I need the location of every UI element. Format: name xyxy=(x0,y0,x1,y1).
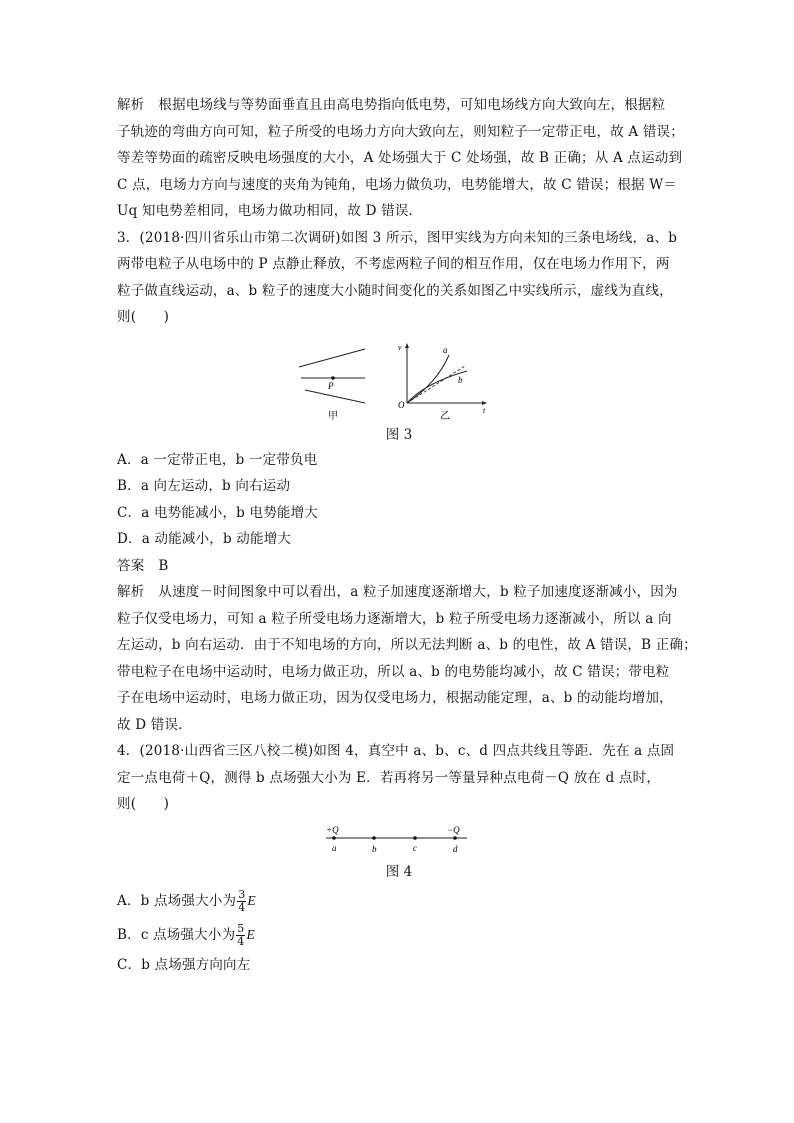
q3-answer xyxy=(117,553,681,580)
answer-label: 答案 xyxy=(117,557,145,574)
q3-analysis-line: 带电粒子在电场中运动时，电场力做正功，所以 a、b 的电势能均减小，故 C 错误；带电粒 xyxy=(117,663,670,680)
q3-option-b: B．a 向左运动，b 向右运动 xyxy=(117,478,291,494)
q3-option-a: A．a 一定带正电，b 一定带负电 xyxy=(117,451,318,468)
q3-stem-line: 两带电粒子从电场中的 P 点静止释放，不考虑两粒子间的相互作用，仅在电场力作用下，两 xyxy=(117,256,670,272)
t-axis-arrow-icon xyxy=(482,401,487,405)
q3-analysis-line: 子在电场中运动时，电场力做正功，因为仅受电场力，根据动能定理，a、b 的动能均增加， xyxy=(117,690,673,706)
q4-option-b: B．c 点场强大小为 $\frac{5}{4}$ E xyxy=(117,921,255,948)
field-line-upper xyxy=(299,349,365,367)
v-axis-arrow-icon xyxy=(405,343,409,348)
figure-4 xyxy=(117,822,681,858)
point-a-label: a xyxy=(332,842,337,853)
q3-stem-line: 粒子做直线运动，a、b 粒子的速度大小随时间变化的关系如图乙中实线所示，虚线为直线， xyxy=(117,282,673,299)
q3-analysis-line: 左运动，b 向右运动．由于不知电场的方向，所以无法判断 a、b 的电性，故 A 错误，B 正确； xyxy=(117,637,697,653)
q3-analysis-line: 粒子仅受电场力，可知 a 粒子所受电场力逐渐增大，b 粒子所受电场力逐渐减小，所以 a 向 xyxy=(117,610,672,627)
q3-analysis xyxy=(117,579,697,738)
q2-analysis-line: 子轨迹的弯曲方向可知，粒子所受的电场力方向大致向左，则知粒子一定带正电，故 A 错误； xyxy=(117,123,684,140)
answer-value: B xyxy=(158,557,169,574)
q3-stem-line: 3．(2018·四川省乐山市第二次调研)如图 3 所示，图甲实线为方向未知的三条电场线，a、b xyxy=(117,229,678,246)
q4-option-c: C．b 点场强方向向左 xyxy=(117,956,251,973)
q4-option-a: A．b 点场强大小为 $\frac{3}{4}$ E xyxy=(117,887,256,914)
figure-4-diagram xyxy=(322,822,472,858)
point-c-label: c xyxy=(413,842,417,853)
q3-analysis-line: 故 D 错误． xyxy=(117,716,192,733)
charge-plus-label: +Q xyxy=(326,824,339,835)
q2-analysis xyxy=(117,92,684,225)
point-d-dot xyxy=(453,836,457,840)
analysis-label: 解析 xyxy=(117,584,145,600)
point-P-label: P xyxy=(328,380,334,391)
q3-option-d: D．a 动能减小，b 动能增大 xyxy=(117,531,292,547)
analysis-label: 解析 xyxy=(117,97,145,113)
figure-4-caption: 图 4 xyxy=(385,863,413,880)
charge-minus-label: −Q xyxy=(447,824,460,835)
point-d-label: d xyxy=(453,843,458,854)
document-page xyxy=(117,92,697,978)
q2-analysis-line: Uq 知电势差相同，电场力做功相同，故 D 错误． xyxy=(117,203,423,219)
field-line-lower xyxy=(305,390,365,403)
curve-b-label: b xyxy=(458,374,463,385)
q3-option-c: C．a 电势能减小，b 电势能增大 xyxy=(117,504,319,521)
point-b-dot xyxy=(372,836,376,840)
point-c-dot xyxy=(413,836,417,840)
q2-analysis-line: 等差等势面的疏密反映电场强度的大小，A 处场强大于 C 处场强，故 B 正确；从 A 点运动到 xyxy=(117,150,683,166)
figure-3-diagram xyxy=(297,341,497,421)
q2-analysis-line: C 点，电场力方向与速度的夹角为钝角，电场力做负功，电势能增大，故 C 错误；根据 W＝ xyxy=(117,176,677,193)
q3-analysis-line: 解析 从速度－时间图象中可以看出，a 粒子加速度逐渐增大，b 粒子加速度逐渐减小，因为 xyxy=(117,584,678,600)
point-P-dot xyxy=(331,376,335,380)
point-b-label: b xyxy=(372,843,377,854)
q3-stem-line: 则( ) xyxy=(117,309,170,325)
axis-v-label: v xyxy=(398,342,402,352)
q3-options xyxy=(117,447,681,553)
curve-a-label: a xyxy=(443,344,448,355)
q4-stem-line: 定一点电荷＋Q，测得 b 点场强大小为 E．若再将另一等量异种点电荷－Q 放在 d 点时， xyxy=(117,769,661,786)
origin-label: O xyxy=(398,399,405,410)
q4-options xyxy=(117,884,681,979)
label-jia: 甲 xyxy=(328,410,338,421)
q4-stem-line: 则( ) xyxy=(117,796,170,812)
fraction: $\frac{3}{4}$ xyxy=(238,887,246,914)
axis-t-label: t xyxy=(483,405,486,415)
fraction: $\frac{5}{4}$ xyxy=(237,921,245,948)
q4-stem-line: 4．(2018·山西省三区八校二模)如图 4，真空中 a、b、c、d 四点共线且等距．先在 a 点固 xyxy=(117,743,675,759)
q2-analysis-line: 解析 根据电场线与等势面垂直且由高电势指向低电势，可知电场线方向大致向左，根据粒 xyxy=(117,97,666,113)
q4-stem xyxy=(117,738,681,818)
label-yi: 乙 xyxy=(440,410,450,421)
reference-dashed-line xyxy=(407,366,465,403)
figure-3 xyxy=(117,341,681,421)
point-a-dot xyxy=(332,836,336,840)
figure-3-caption: 图 3 xyxy=(385,426,413,443)
q3-stem xyxy=(117,225,681,331)
